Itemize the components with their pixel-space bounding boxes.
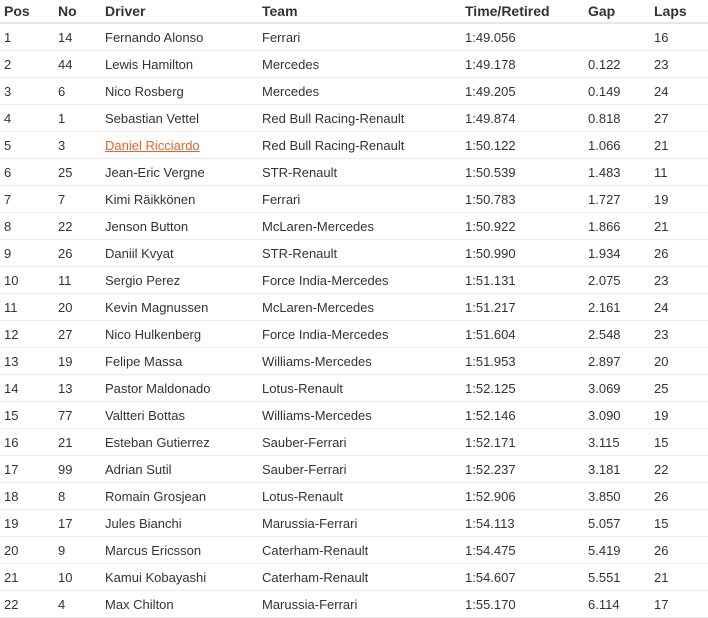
- cell-laps: 15: [650, 429, 708, 456]
- cell-time: 1:52.146: [461, 402, 584, 429]
- cell-no: 19: [54, 348, 101, 375]
- cell-team: Sauber-Ferrari: [258, 456, 461, 483]
- cell-no: 99: [54, 456, 101, 483]
- cell-driver: Max Chilton: [101, 591, 258, 618]
- header-gap: Gap: [584, 0, 650, 23]
- cell-gap: 1.727: [584, 186, 650, 213]
- cell-driver: Sebastian Vettel: [101, 105, 258, 132]
- cell-time: 1:51.953: [461, 348, 584, 375]
- cell-team: Ferrari: [258, 186, 461, 213]
- cell-driver: Kimi Räikkönen: [101, 186, 258, 213]
- cell-team: Ferrari: [258, 23, 461, 51]
- cell-no: 14: [54, 23, 101, 51]
- table-row: [0, 186, 708, 213]
- cell-pos: 5: [0, 132, 54, 159]
- header-no: No: [54, 0, 101, 23]
- cell-team: Lotus-Renault: [258, 483, 461, 510]
- cell-laps: 26: [650, 483, 708, 510]
- cell-time: 1:49.205: [461, 78, 584, 105]
- table-row: [0, 51, 708, 78]
- header-team: Team: [258, 0, 461, 23]
- cell-time: 1:52.125: [461, 375, 584, 402]
- cell-pos: 17: [0, 456, 54, 483]
- table-row: [0, 321, 708, 348]
- cell-no: 77: [54, 402, 101, 429]
- cell-laps: 27: [650, 105, 708, 132]
- table-row: [0, 510, 708, 537]
- cell-pos: 9: [0, 240, 54, 267]
- cell-gap: 3.069: [584, 375, 650, 402]
- cell-gap: 1.483: [584, 159, 650, 186]
- cell-driver: Valtteri Bottas: [101, 402, 258, 429]
- cell-driver: Adrian Sutil: [101, 456, 258, 483]
- cell-time: 1:50.122: [461, 132, 584, 159]
- cell-team: Lotus-Renault: [258, 375, 461, 402]
- cell-no: 3: [54, 132, 101, 159]
- cell-pos: 18: [0, 483, 54, 510]
- cell-no: 25: [54, 159, 101, 186]
- cell-team: Sauber-Ferrari: [258, 429, 461, 456]
- table-row: [0, 348, 708, 375]
- cell-time: 1:52.171: [461, 429, 584, 456]
- cell-time: 1:49.178: [461, 51, 584, 78]
- header-laps: Laps: [650, 0, 708, 23]
- cell-gap: 2.897: [584, 348, 650, 375]
- cell-no: 8: [54, 483, 101, 510]
- table-row: [0, 159, 708, 186]
- header-time: Time/Retired: [461, 0, 584, 23]
- table-row: [0, 267, 708, 294]
- cell-no: 11: [54, 267, 101, 294]
- cell-gap: 1.934: [584, 240, 650, 267]
- cell-time: 1:52.237: [461, 456, 584, 483]
- cell-pos: 14: [0, 375, 54, 402]
- cell-pos: 3: [0, 78, 54, 105]
- cell-pos: 12: [0, 321, 54, 348]
- cell-team: Caterham-Renault: [258, 537, 461, 564]
- cell-team: Mercedes: [258, 51, 461, 78]
- cell-driver: Sergio Perez: [101, 267, 258, 294]
- cell-no: 20: [54, 294, 101, 321]
- cell-pos: 20: [0, 537, 54, 564]
- table-row: [0, 456, 708, 483]
- cell-gap: 2.548: [584, 321, 650, 348]
- cell-team: Williams-Mercedes: [258, 402, 461, 429]
- table-row: [0, 537, 708, 564]
- cell-time: 1:50.539: [461, 159, 584, 186]
- cell-laps: 26: [650, 537, 708, 564]
- cell-gap: 2.075: [584, 267, 650, 294]
- table-row: [0, 240, 708, 267]
- cell-no: 44: [54, 51, 101, 78]
- cell-gap: 3.090: [584, 402, 650, 429]
- cell-time: 1:51.131: [461, 267, 584, 294]
- cell-laps: 21: [650, 213, 708, 240]
- cell-team: Red Bull Racing-Renault: [258, 105, 461, 132]
- cell-gap: 3.850: [584, 483, 650, 510]
- cell-driver: Felipe Massa: [101, 348, 258, 375]
- cell-gap: 5.057: [584, 510, 650, 537]
- cell-no: 27: [54, 321, 101, 348]
- header-row: [0, 0, 708, 23]
- cell-driver: Kevin Magnussen: [101, 294, 258, 321]
- cell-driver: [101, 132, 258, 159]
- table-row: [0, 294, 708, 321]
- table-row: [0, 375, 708, 402]
- cell-no: 13: [54, 375, 101, 402]
- table-row: [0, 591, 708, 618]
- table-row: [0, 429, 708, 456]
- cell-team: STR-Renault: [258, 159, 461, 186]
- cell-time: 1:54.607: [461, 564, 584, 591]
- table-row: [0, 78, 708, 105]
- cell-laps: 11: [650, 159, 708, 186]
- cell-pos: 2: [0, 51, 54, 78]
- table-row: [0, 402, 708, 429]
- cell-gap: 3.115: [584, 429, 650, 456]
- cell-driver: Daniil Kvyat: [101, 240, 258, 267]
- header-pos: Pos: [0, 0, 54, 23]
- cell-team: McLaren-Mercedes: [258, 213, 461, 240]
- table-row: [0, 564, 708, 591]
- cell-team: Williams-Mercedes: [258, 348, 461, 375]
- cell-driver: Lewis Hamilton: [101, 51, 258, 78]
- cell-time: 1:50.922: [461, 213, 584, 240]
- cell-driver: Jenson Button: [101, 213, 258, 240]
- cell-gap: 0.122: [584, 51, 650, 78]
- cell-no: 9: [54, 537, 101, 564]
- cell-gap: 6.114: [584, 591, 650, 618]
- cell-pos: 1: [0, 23, 54, 51]
- cell-laps: 22: [650, 456, 708, 483]
- cell-pos: 6: [0, 159, 54, 186]
- cell-no: 26: [54, 240, 101, 267]
- cell-pos: 16: [0, 429, 54, 456]
- cell-driver: Marcus Ericsson: [101, 537, 258, 564]
- cell-laps: 23: [650, 321, 708, 348]
- cell-driver: Esteban Gutierrez: [101, 429, 258, 456]
- cell-driver: Jules Bianchi: [101, 510, 258, 537]
- cell-laps: 25: [650, 375, 708, 402]
- cell-no: 4: [54, 591, 101, 618]
- cell-driver: Nico Rosberg: [101, 78, 258, 105]
- cell-time: 1:50.990: [461, 240, 584, 267]
- cell-laps: 21: [650, 564, 708, 591]
- cell-time: 1:49.056: [461, 23, 584, 51]
- cell-laps: 19: [650, 186, 708, 213]
- cell-team: Marussia-Ferrari: [258, 510, 461, 537]
- results-table-body: [0, 23, 708, 618]
- cell-driver: Pastor Maldonado: [101, 375, 258, 402]
- cell-gap: 5.551: [584, 564, 650, 591]
- cell-laps: 20: [650, 348, 708, 375]
- cell-driver: Jean-Eric Vergne: [101, 159, 258, 186]
- cell-laps: 16: [650, 23, 708, 51]
- cell-no: 7: [54, 186, 101, 213]
- cell-pos: 7: [0, 186, 54, 213]
- cell-gap: 0.818: [584, 105, 650, 132]
- cell-laps: 21: [650, 132, 708, 159]
- cell-team: McLaren-Mercedes: [258, 294, 461, 321]
- cell-pos: 13: [0, 348, 54, 375]
- table-row: [0, 23, 708, 51]
- cell-time: 1:54.113: [461, 510, 584, 537]
- cell-no: 6: [54, 78, 101, 105]
- cell-time: 1:51.217: [461, 294, 584, 321]
- cell-gap: [584, 23, 650, 51]
- cell-time: 1:54.475: [461, 537, 584, 564]
- cell-pos: 4: [0, 105, 54, 132]
- table-row: [0, 483, 708, 510]
- results-table-header: [0, 0, 708, 23]
- driver-link[interactable]: Daniel Ricciardo: [105, 137, 200, 153]
- cell-gap: 3.181: [584, 456, 650, 483]
- header-driver: Driver: [101, 0, 258, 23]
- cell-laps: 23: [650, 267, 708, 294]
- cell-gap: 5.419: [584, 537, 650, 564]
- cell-gap: 2.161: [584, 294, 650, 321]
- cell-laps: 23: [650, 51, 708, 78]
- cell-driver: Fernando Alonso: [101, 23, 258, 51]
- cell-team: Marussia-Ferrari: [258, 591, 461, 618]
- cell-pos: 15: [0, 402, 54, 429]
- cell-team: Red Bull Racing-Renault: [258, 132, 461, 159]
- cell-time: 1:55.170: [461, 591, 584, 618]
- cell-pos: 22: [0, 591, 54, 618]
- cell-team: STR-Renault: [258, 240, 461, 267]
- cell-time: 1:51.604: [461, 321, 584, 348]
- cell-laps: 26: [650, 240, 708, 267]
- table-row: [0, 213, 708, 240]
- cell-laps: 15: [650, 510, 708, 537]
- cell-driver: Kamui Kobayashi: [101, 564, 258, 591]
- cell-gap: 0.149: [584, 78, 650, 105]
- cell-pos: 11: [0, 294, 54, 321]
- cell-team: Force India-Mercedes: [258, 267, 461, 294]
- cell-time: 1:49.874: [461, 105, 584, 132]
- cell-pos: 21: [0, 564, 54, 591]
- cell-pos: 19: [0, 510, 54, 537]
- cell-laps: 24: [650, 78, 708, 105]
- cell-no: 10: [54, 564, 101, 591]
- cell-team: Force India-Mercedes: [258, 321, 461, 348]
- cell-laps: 17: [650, 591, 708, 618]
- cell-no: 22: [54, 213, 101, 240]
- cell-gap: 1.066: [584, 132, 650, 159]
- cell-no: 17: [54, 510, 101, 537]
- cell-gap: 1.866: [584, 213, 650, 240]
- cell-team: Caterham-Renault: [258, 564, 461, 591]
- cell-no: 1: [54, 105, 101, 132]
- cell-driver: Romain Grosjean: [101, 483, 258, 510]
- cell-driver: Nico Hulkenberg: [101, 321, 258, 348]
- table-row: [0, 105, 708, 132]
- cell-time: 1:50.783: [461, 186, 584, 213]
- cell-time: 1:52.906: [461, 483, 584, 510]
- cell-pos: 10: [0, 267, 54, 294]
- cell-laps: 24: [650, 294, 708, 321]
- cell-no: 21: [54, 429, 101, 456]
- cell-pos: 8: [0, 213, 54, 240]
- cell-team: Mercedes: [258, 78, 461, 105]
- table-row: [0, 132, 708, 159]
- cell-laps: 19: [650, 402, 708, 429]
